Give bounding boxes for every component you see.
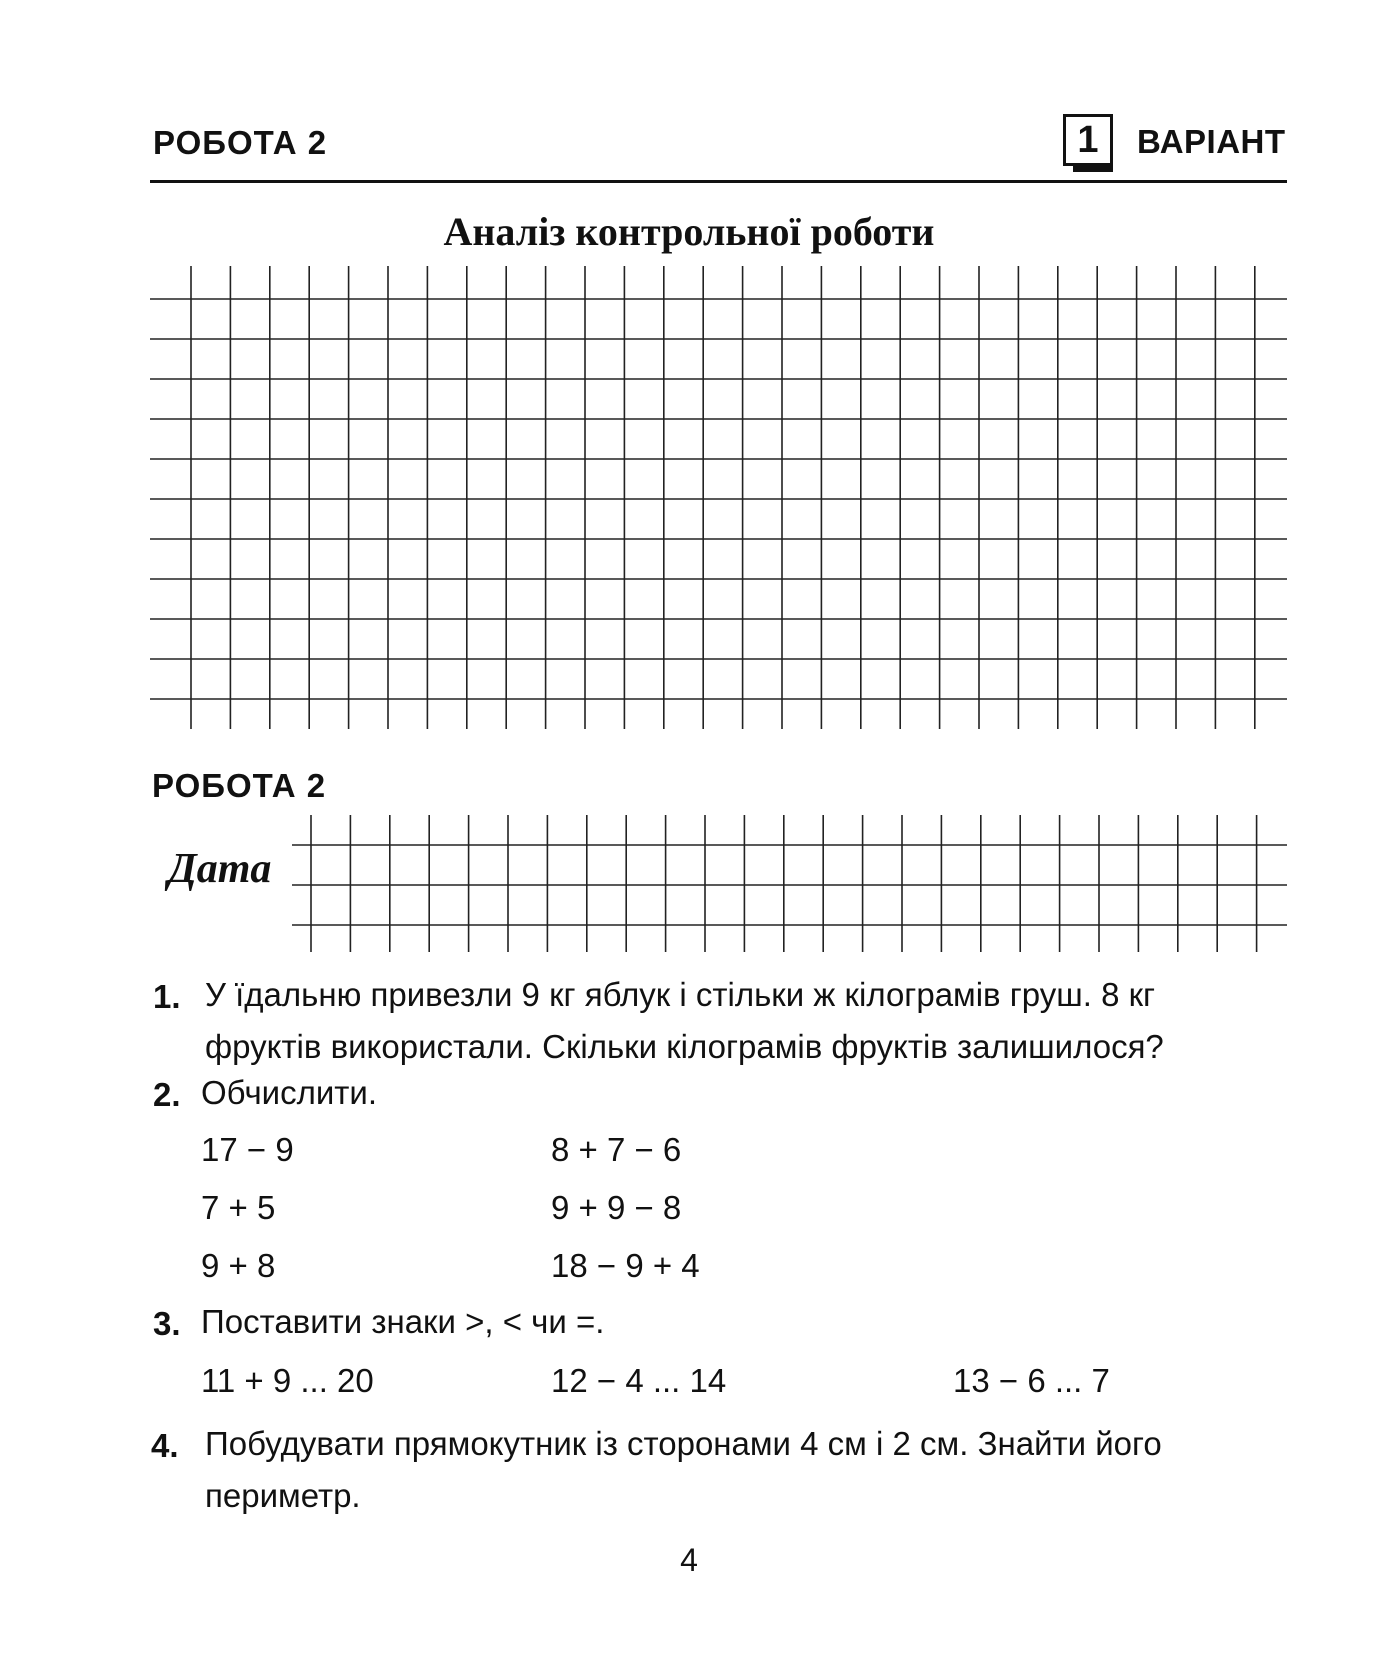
task-2-expr-right-3: 18 − 9 + 4 <box>551 1247 700 1284</box>
task-3-item-3: 13 − 6 ... 7 <box>953 1362 1110 1399</box>
variant-label: ВАРІАНТ <box>1137 123 1286 160</box>
task-3-text: Поставити знаки >, < чи =. <box>201 1303 605 1340</box>
task-2-number: 2. <box>153 1076 181 1113</box>
analysis-title: Аналіз контрольної роботи <box>443 209 935 254</box>
task-4-line-1: Побудувати прямокутник із сторонами 4 см і 2 см. Знайти його <box>205 1425 1162 1462</box>
task-3-item-1: 11 + 9 ... 20 <box>201 1362 374 1399</box>
task-2-expr-left-3: 9 + 8 <box>201 1247 276 1284</box>
task-3-number: 3. <box>153 1305 181 1342</box>
task-2-expr-left-1: 17 − 9 <box>201 1131 294 1168</box>
task-1-line-2: фруктів використали. Скільки кілограмів фруктів залишилося? <box>205 1028 1164 1065</box>
task-4-number: 4. <box>151 1427 179 1464</box>
task-2-expr-right-1: 8 + 7 − 6 <box>551 1131 682 1168</box>
task-2-text: Обчислити. <box>201 1074 378 1111</box>
work-title: РОБОТА 2 <box>153 124 328 161</box>
page-number: 4 <box>680 1542 698 1578</box>
task-2-expr-right-2: 9 + 9 − 8 <box>551 1189 682 1226</box>
task-1-line-1: У їдальню привезли 9 кг яблук і стільки ж кілограмів груш. 8 кг <box>205 976 1156 1013</box>
variant-number: 1 <box>1063 114 1113 166</box>
task-2-expr-left-2: 7 + 5 <box>201 1189 276 1226</box>
date-label: Дата <box>168 846 272 892</box>
section-title: РОБОТА 2 <box>152 767 327 804</box>
task-3-item-2: 12 − 4 ... 14 <box>551 1362 727 1399</box>
task-1-number: 1. <box>153 978 181 1015</box>
task-4-line-2: периметр. <box>205 1477 361 1514</box>
